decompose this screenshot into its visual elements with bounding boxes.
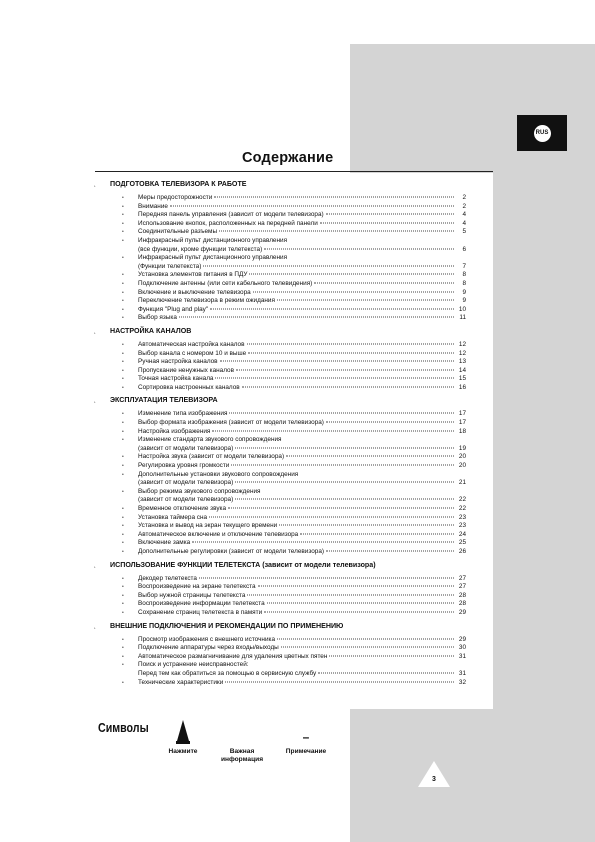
dot-leader	[253, 291, 454, 292]
dot-leader	[228, 508, 454, 509]
toc-entry	[94, 211, 466, 220]
section-bullet: ¸	[94, 562, 96, 569]
entry-page-number: 9	[462, 288, 466, 296]
entry-bullet: •	[122, 376, 124, 383]
toc-entry	[94, 358, 466, 367]
entry-bullet: •	[122, 289, 124, 296]
entry-bullet: •	[122, 662, 124, 669]
toc-entry	[94, 350, 466, 359]
entry-text: Регулировка уровня громкости	[138, 462, 230, 470]
entry-bullet: •	[122, 463, 124, 470]
entry-text: (зависит от модели телевизора)	[138, 444, 234, 452]
entry-text: Сохранение страниц телетекста в памяти	[138, 608, 263, 616]
entry-page-number: 26	[458, 547, 466, 555]
dot-leader	[215, 378, 454, 379]
entry-text: Поиск и устранение неисправностей:	[138, 661, 249, 669]
entry-text: Ручная настройка каналов	[138, 358, 218, 366]
entry-bullet: •	[122, 531, 124, 538]
toc-entry	[94, 410, 466, 419]
toc-entry	[94, 583, 466, 592]
section-title: ПОДГОТОВКА ТЕЛЕВИЗОРА К РАБОТЕ	[110, 180, 247, 188]
dot-leader	[235, 482, 454, 483]
dot-leader	[170, 205, 454, 206]
entry-text: Автоматическое включение и отключение телевизора	[138, 530, 299, 538]
symbol-label: Нажмите	[168, 748, 198, 755]
dot-leader	[225, 681, 454, 682]
entry-bullet: •	[122, 272, 124, 279]
language-code: RUS	[534, 125, 551, 142]
entry-page-number: 25	[458, 539, 466, 547]
entry-bullet: •	[122, 540, 124, 547]
section-title: ИСПОЛЬЗОВАНИЕ ФУНКЦИИ ТЕЛЕТЕКСТА (зависит от модели телевизора)	[110, 560, 376, 569]
section-title: НАСТРОЙКА КАНАЛОВ	[110, 326, 192, 335]
entry-page-number: 29	[458, 635, 466, 643]
dot-leader	[231, 465, 454, 466]
dot-leader	[264, 248, 454, 249]
entry-text: (зависит от модели телевизора)	[138, 479, 234, 487]
entry-text: Точная настройка канала	[138, 375, 214, 383]
entry-page-number: 10	[458, 305, 466, 313]
entry-text: Подключение антенны (или сети кабельного телевидения)	[138, 279, 313, 287]
entry-text: (зависит от модели телевизора)	[138, 496, 234, 504]
entry-bullet: •	[122, 548, 124, 555]
entry-bullet: •	[122, 280, 124, 287]
entry-page-number: 17	[458, 419, 466, 427]
entry-page-number: 23	[458, 522, 466, 530]
entry-bullet: •	[122, 514, 124, 521]
entry-page-number: 2	[462, 202, 466, 210]
toc-entry	[94, 609, 466, 618]
note-dash-icon: –	[302, 730, 310, 744]
dot-leader	[199, 577, 454, 578]
dot-leader	[279, 525, 454, 526]
entry-bullet: •	[122, 601, 124, 608]
entry-bullet: •	[122, 437, 124, 444]
entry-bullet: •	[122, 229, 124, 236]
entry-page-number: 28	[458, 600, 466, 608]
entry-text: Изменение стандарта звукового сопровождения	[138, 436, 282, 444]
entry-page-number: 21	[458, 479, 466, 487]
entry-text: Воспроизведение на экране телетекста	[138, 583, 256, 591]
entry-text: Декодер телетекста	[138, 574, 197, 582]
dot-leader	[248, 352, 454, 353]
entry-page-number: 27	[458, 583, 466, 591]
entry-bullet: •	[122, 220, 124, 227]
toc-entry	[94, 384, 466, 393]
entry-bullet: •	[122, 428, 124, 435]
toc-entry	[94, 661, 466, 678]
symbol-label: Примечание	[285, 748, 327, 755]
entry-page-number: 9	[462, 297, 466, 305]
toc-entry	[94, 679, 466, 688]
entry-page-number: 2	[462, 194, 466, 201]
entry-bullet: •	[122, 359, 124, 366]
toc-section	[94, 327, 466, 393]
symbols-heading: Символы	[98, 720, 149, 735]
language-badge	[517, 115, 567, 151]
entry-bullet: •	[122, 411, 124, 418]
page-title: Содержание	[242, 150, 334, 166]
entry-page-number: 11	[459, 314, 466, 322]
entry-bullet: •	[122, 237, 124, 244]
entry-bullet: •	[122, 255, 124, 262]
symbol-note	[278, 718, 334, 756]
entry-text: Сортировка настроенных каналов	[138, 383, 240, 391]
dot-leader	[220, 361, 454, 362]
entry-text: Функция "Plug and play"	[138, 305, 209, 313]
toc-entry	[94, 375, 466, 384]
toc-entry	[94, 531, 466, 540]
section-title: ВНЕШНИЕ ПОДКЛЮЧЕНИЯ И РЕКОМЕНДАЦИИ ПО ПРИМЕНЕНИЮ	[110, 621, 344, 630]
dot-leader	[281, 647, 454, 648]
dot-leader	[219, 231, 454, 232]
dot-leader	[179, 317, 454, 318]
entry-text: Включение замка	[138, 539, 191, 547]
entry-text: Настройка изображения	[138, 427, 211, 435]
entry-bullet: •	[122, 195, 124, 201]
dot-leader	[247, 594, 454, 595]
entry-bullet: •	[122, 584, 124, 591]
toc-entry	[94, 644, 466, 653]
toc-entry	[94, 453, 466, 462]
toc-entry	[94, 220, 466, 229]
toc-section	[94, 180, 466, 323]
entry-text: Просмотр изображения с внешнего источника	[138, 635, 276, 643]
entry-page-number: 24	[458, 530, 466, 538]
toc-entry	[94, 237, 466, 254]
dot-leader	[326, 214, 454, 215]
entry-bullet: •	[122, 454, 124, 461]
entry-page-number: 16	[458, 383, 466, 391]
toc-entry	[94, 636, 466, 645]
dot-leader	[326, 550, 454, 551]
entry-page-number: 19	[458, 444, 466, 452]
entry-page-number: 20	[458, 453, 466, 461]
page-triangle-icon	[417, 760, 451, 788]
dot-leader	[329, 655, 454, 656]
entry-page-number: 29	[458, 608, 466, 616]
entry-page-number: 15	[458, 375, 466, 383]
dot-leader	[326, 422, 454, 423]
entry-page-number: 28	[458, 591, 466, 599]
section-title: ЭКСПЛУАТАЦИЯ ТЕЛЕВИЗОРА	[110, 396, 218, 405]
entry-text: Инфракрасный пульт дистанционного управления	[138, 254, 288, 262]
toc-entry	[94, 436, 466, 453]
entry-text: Выбор языка	[138, 314, 177, 322]
entry-bullet: •	[122, 592, 124, 599]
entry-text: Пропускание ненужных каналов	[138, 366, 234, 374]
entry-bullet: •	[122, 636, 124, 643]
entry-text: Подключение аппаратуры через входы/выходы	[138, 644, 279, 652]
toc-entry	[94, 471, 466, 488]
toc-entry	[94, 488, 466, 505]
entry-text: Переключение телевизора в режим ожидания	[138, 297, 275, 305]
entry-page-number: 14	[458, 366, 466, 374]
entry-text: Инфракрасный пульт дистанционного управления	[138, 236, 288, 244]
entry-page-number: 12	[458, 349, 466, 357]
important-info-icon	[242, 743, 243, 744]
entry-page-number: 6	[462, 245, 466, 253]
entry-bullet: •	[122, 653, 124, 660]
dot-leader	[235, 447, 454, 448]
page-number-marker	[417, 760, 451, 788]
entry-bullet: •	[122, 471, 124, 478]
dot-leader	[236, 369, 454, 370]
entry-page-number: 30	[458, 644, 466, 652]
dot-leader	[267, 603, 454, 604]
dot-leader	[235, 499, 454, 500]
entry-text: (Функции телетекста)	[138, 262, 202, 270]
entry-text: Передняя панель управления (зависит от модели телевизора)	[138, 211, 324, 219]
entry-text: Установка и вывод на экран текущего времени	[138, 522, 278, 530]
toc-entry	[94, 341, 466, 350]
dot-leader	[318, 672, 454, 673]
toc-entry	[94, 228, 466, 237]
entry-page-number: 32	[458, 678, 466, 686]
entry-page-number: 31	[458, 669, 466, 677]
entry-text: Установка элементов питания в ПДУ	[138, 271, 248, 279]
toc-entry	[94, 367, 466, 376]
entry-text: Установка таймера сна	[138, 513, 208, 521]
section-bullet: ¸	[94, 328, 96, 335]
entry-text: Выбор режима звукового сопровождения	[138, 487, 261, 495]
entry-bullet: •	[122, 645, 124, 652]
dot-leader	[258, 586, 454, 587]
entry-text: Технические характеристики	[138, 678, 224, 686]
entry-bullet: •	[122, 203, 124, 210]
entry-text: Временное отключение звука	[138, 505, 227, 512]
section-heading	[94, 180, 466, 191]
entry-page-number: 8	[462, 271, 466, 279]
toc-entry	[94, 428, 466, 437]
entry-bullet: •	[122, 341, 124, 348]
entry-text: Перед тем как обратиться за помощью в сервисную службу	[138, 669, 317, 677]
entry-page-number: 4	[462, 211, 466, 219]
toc-entry	[94, 314, 466, 323]
entry-text: Дополнительные установки звукового сопровождения	[138, 470, 299, 478]
press-triangle-icon	[176, 720, 190, 744]
toc-entry	[94, 592, 466, 601]
toc-entry	[94, 462, 466, 471]
entry-page-number: 22	[458, 496, 466, 504]
decorative-gray-sidebar	[493, 149, 595, 709]
dot-leader	[229, 413, 454, 414]
entry-page-number: 7	[462, 262, 466, 270]
entry-page-number: 8	[462, 279, 466, 287]
toc-entry	[94, 539, 466, 548]
entry-page-number: 12	[458, 340, 466, 348]
dot-leader	[203, 265, 454, 266]
entry-bullet: •	[122, 523, 124, 530]
entry-text: Включение и выключение телевизора	[138, 288, 251, 296]
toc-entry	[94, 575, 466, 584]
entry-bullet: •	[122, 609, 124, 616]
entry-bullet: •	[122, 315, 124, 322]
symbol-label: Важная информация	[220, 748, 264, 763]
entry-text: Выбор канала с номером 10 и выше	[138, 349, 247, 357]
page-number: 3	[432, 776, 436, 783]
toc-entry	[94, 289, 466, 298]
section-heading	[94, 327, 466, 338]
entry-bullet: •	[122, 298, 124, 305]
toc-entry	[94, 254, 466, 271]
entry-page-number: 17	[458, 410, 466, 418]
title-divider	[95, 171, 493, 172]
table-of-contents	[94, 180, 466, 691]
decorative-gray-band-title	[350, 149, 493, 173]
section-bullet: ¸	[94, 182, 96, 188]
section-bullet: ¸	[94, 398, 96, 405]
dot-leader	[192, 542, 454, 543]
entry-page-number: 18	[458, 427, 466, 435]
dot-leader	[212, 430, 454, 431]
entry-text: (все функции, кроме функции телетекста)	[138, 245, 263, 253]
dot-leader	[214, 197, 454, 198]
toc-entry	[94, 522, 466, 531]
entry-bullet: •	[122, 506, 124, 512]
entry-text: Автоматическая настройка каналов	[138, 340, 245, 348]
entry-text: Автоматическое размагничивание для удаления цветных пятен	[138, 652, 328, 660]
entry-bullet: •	[122, 575, 124, 582]
toc-section	[94, 561, 466, 618]
dot-leader	[242, 386, 454, 387]
entry-text: Выбор нужной страницы телетекста	[138, 591, 246, 599]
toc-entry	[94, 271, 466, 280]
symbol-press	[160, 718, 206, 756]
entry-page-number: 5	[462, 228, 466, 236]
dot-leader	[300, 533, 454, 534]
toc-entry	[94, 194, 466, 203]
entry-text: Настройка звука (зависит от модели телевизора)	[138, 453, 285, 461]
dot-leader	[210, 308, 454, 309]
section-heading	[94, 561, 466, 572]
toc-entry	[94, 419, 466, 428]
entry-text: Внимание	[138, 202, 168, 210]
toc-entry	[94, 505, 466, 514]
entry-page-number: 22	[458, 505, 466, 512]
entry-page-number: 4	[462, 219, 466, 227]
entry-page-number: 31	[458, 652, 466, 660]
dot-leader	[264, 611, 454, 612]
entry-text: Соединительные разъемы	[138, 228, 218, 236]
toc-entry	[94, 548, 466, 557]
toc-entry	[94, 514, 466, 523]
entry-text: Меры предосторожности	[138, 194, 213, 201]
dot-leader	[277, 300, 454, 301]
entry-text: Изменение типа изображения	[138, 410, 228, 418]
dot-leader	[249, 274, 454, 275]
entry-page-number: 20	[458, 462, 466, 470]
entry-page-number: 13	[458, 358, 466, 366]
dot-leader	[247, 343, 454, 344]
entry-bullet: •	[122, 384, 124, 391]
symbol-important	[213, 718, 271, 764]
entry-bullet: •	[122, 350, 124, 357]
toc-entry	[94, 600, 466, 609]
toc-section	[94, 396, 466, 556]
dot-leader	[209, 516, 454, 517]
section-bullet: ¸	[94, 623, 96, 630]
entry-bullet: •	[122, 488, 124, 495]
entry-page-number: 23	[458, 513, 466, 521]
entry-bullet: •	[122, 367, 124, 374]
toc-entry	[94, 280, 466, 289]
toc-entry	[94, 297, 466, 306]
dot-leader	[286, 456, 454, 457]
dot-leader	[314, 282, 454, 283]
entry-bullet: •	[122, 306, 124, 313]
entry-bullet: •	[122, 679, 124, 686]
section-heading	[94, 396, 466, 407]
entry-text: Воспроизведение информации телетекста	[138, 600, 265, 608]
entry-text: Дополнительные регулировки (зависит от модели телевизора)	[138, 547, 325, 555]
entry-text: Использование кнопок, расположенных на передней панели	[138, 219, 318, 227]
section-heading	[94, 622, 466, 633]
entry-text: Выбор формата изображения (зависит от модели телевизора)	[138, 419, 324, 427]
entry-bullet: •	[122, 212, 124, 219]
dot-leader	[320, 222, 454, 223]
dot-leader	[277, 638, 454, 639]
decorative-gray-band-bottom	[350, 709, 595, 842]
entry-bullet: •	[122, 420, 124, 427]
entry-page-number: 27	[458, 574, 466, 582]
toc-entry	[94, 203, 466, 212]
toc-section	[94, 622, 466, 688]
